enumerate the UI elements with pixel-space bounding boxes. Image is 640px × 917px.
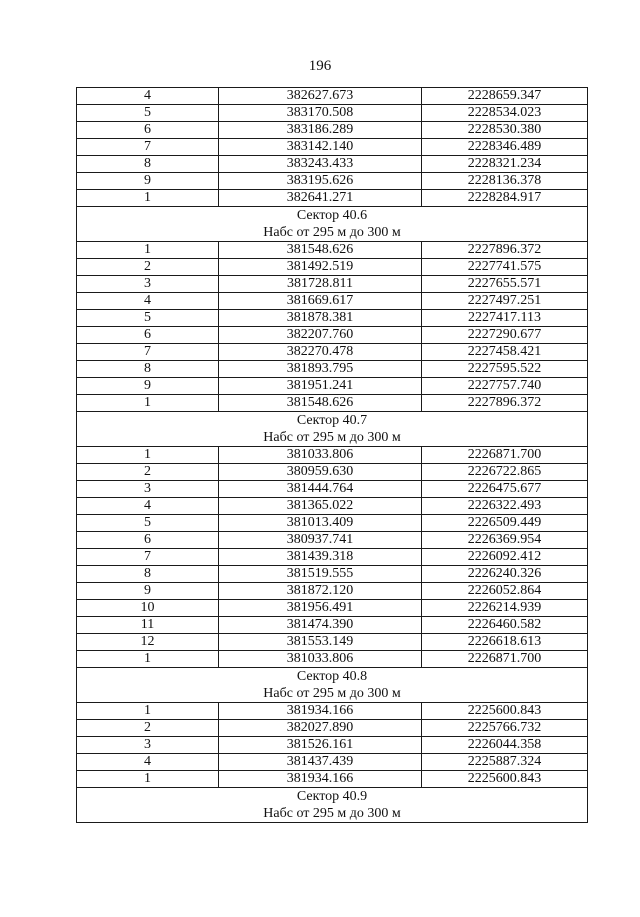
y-coordinate-cell: 2227655.571 — [422, 276, 588, 293]
x-coordinate-cell: 381492.519 — [219, 259, 422, 276]
x-coordinate-cell: 381444.764 — [219, 481, 422, 498]
x-coordinate-cell: 381437.439 — [219, 754, 422, 771]
point-number-cell: 2 — [77, 464, 219, 481]
coordinates-table-body — [77, 88, 588, 823]
x-coordinate-cell: 380959.630 — [219, 464, 422, 481]
point-number-cell: 2 — [77, 259, 219, 276]
table-row — [77, 703, 588, 720]
y-coordinate-cell: 2226509.449 — [422, 515, 588, 532]
table-row — [77, 566, 588, 583]
table-row — [77, 88, 588, 105]
point-number-cell: 3 — [77, 737, 219, 754]
x-coordinate-cell: 382207.760 — [219, 327, 422, 344]
table-row — [77, 464, 588, 481]
table-row — [77, 242, 588, 259]
y-coordinate-cell: 2226460.582 — [422, 617, 588, 634]
y-coordinate-cell: 2225600.843 — [422, 771, 588, 788]
y-coordinate-cell: 2228284.917 — [422, 190, 588, 207]
point-number-cell: 3 — [77, 481, 219, 498]
sector-header-row — [77, 412, 588, 430]
table-row — [77, 771, 588, 788]
x-coordinate-cell: 383142.140 — [219, 139, 422, 156]
y-coordinate-cell: 2227757.740 — [422, 378, 588, 395]
y-coordinate-cell: 2226871.700 — [422, 651, 588, 668]
x-coordinate-cell: 381728.811 — [219, 276, 422, 293]
x-coordinate-cell: 382627.673 — [219, 88, 422, 105]
x-coordinate-cell: 381474.390 — [219, 617, 422, 634]
point-number-cell: 7 — [77, 549, 219, 566]
x-coordinate-cell: 383195.626 — [219, 173, 422, 190]
point-number-cell: 7 — [77, 139, 219, 156]
point-number-cell: 6 — [77, 532, 219, 549]
x-coordinate-cell: 381934.166 — [219, 771, 422, 788]
x-coordinate-cell: 381553.149 — [219, 634, 422, 651]
y-coordinate-cell: 2225766.732 — [422, 720, 588, 737]
table-row — [77, 532, 588, 549]
x-coordinate-cell: 381439.318 — [219, 549, 422, 566]
y-coordinate-cell: 2227896.372 — [422, 395, 588, 412]
y-coordinate-cell: 2226369.954 — [422, 532, 588, 549]
x-coordinate-cell: 381872.120 — [219, 583, 422, 600]
point-number-cell: 8 — [77, 566, 219, 583]
table-row — [77, 498, 588, 515]
x-coordinate-cell: 381526.161 — [219, 737, 422, 754]
table-row — [77, 720, 588, 737]
sector-height-range: Набс от 295 м до 300 м — [77, 805, 588, 823]
sector-title: Сектор 40.8 — [77, 668, 588, 686]
y-coordinate-cell: 2227896.372 — [422, 242, 588, 259]
y-coordinate-cell: 2226044.358 — [422, 737, 588, 754]
table-row — [77, 737, 588, 754]
point-number-cell: 8 — [77, 156, 219, 173]
table-row — [77, 651, 588, 668]
point-number-cell: 4 — [77, 498, 219, 515]
point-number-cell: 6 — [77, 122, 219, 139]
table-row — [77, 327, 588, 344]
table-row — [77, 583, 588, 600]
point-number-cell: 3 — [77, 276, 219, 293]
point-number-cell: 10 — [77, 600, 219, 617]
table-row — [77, 515, 588, 532]
sector-header-row — [77, 788, 588, 806]
coordinates-table — [76, 87, 588, 823]
y-coordinate-cell: 2226092.412 — [422, 549, 588, 566]
y-coordinate-cell: 2227595.522 — [422, 361, 588, 378]
table-row — [77, 310, 588, 327]
point-number-cell: 2 — [77, 720, 219, 737]
point-number-cell: 8 — [77, 361, 219, 378]
x-coordinate-cell: 382641.271 — [219, 190, 422, 207]
y-coordinate-cell: 2225887.324 — [422, 754, 588, 771]
sector-height-row — [77, 224, 588, 242]
x-coordinate-cell: 381013.409 — [219, 515, 422, 532]
y-coordinate-cell: 2227497.251 — [422, 293, 588, 310]
x-coordinate-cell: 381878.381 — [219, 310, 422, 327]
table-row — [77, 190, 588, 207]
x-coordinate-cell: 381548.626 — [219, 395, 422, 412]
x-coordinate-cell: 382270.478 — [219, 344, 422, 361]
sector-height-range: Набс от 295 м до 300 м — [77, 685, 588, 703]
sector-title: Сектор 40.9 — [77, 788, 588, 806]
table-row — [77, 276, 588, 293]
table-row — [77, 395, 588, 412]
y-coordinate-cell: 2226214.939 — [422, 600, 588, 617]
y-coordinate-cell: 2226722.865 — [422, 464, 588, 481]
table-row — [77, 139, 588, 156]
table-row — [77, 481, 588, 498]
x-coordinate-cell: 381669.617 — [219, 293, 422, 310]
table-row — [77, 173, 588, 190]
table-row — [77, 156, 588, 173]
x-coordinate-cell: 380937.741 — [219, 532, 422, 549]
table-row — [77, 361, 588, 378]
sector-title: Сектор 40.7 — [77, 412, 588, 430]
y-coordinate-cell: 2226052.864 — [422, 583, 588, 600]
point-number-cell: 1 — [77, 651, 219, 668]
sector-header-row — [77, 207, 588, 225]
x-coordinate-cell: 381934.166 — [219, 703, 422, 720]
point-number-cell: 1 — [77, 771, 219, 788]
point-number-cell: 5 — [77, 105, 219, 122]
point-number-cell: 9 — [77, 173, 219, 190]
point-number-cell: 1 — [77, 190, 219, 207]
x-coordinate-cell: 381519.555 — [219, 566, 422, 583]
x-coordinate-cell: 382027.890 — [219, 720, 422, 737]
x-coordinate-cell: 381033.806 — [219, 651, 422, 668]
y-coordinate-cell: 2226322.493 — [422, 498, 588, 515]
sector-height-range: Набс от 295 м до 300 м — [77, 429, 588, 447]
y-coordinate-cell: 2227458.421 — [422, 344, 588, 361]
table-row — [77, 378, 588, 395]
table-row — [77, 259, 588, 276]
point-number-cell: 4 — [77, 88, 219, 105]
x-coordinate-cell: 381033.806 — [219, 447, 422, 464]
point-number-cell: 9 — [77, 583, 219, 600]
point-number-cell: 9 — [77, 378, 219, 395]
y-coordinate-cell: 2226475.677 — [422, 481, 588, 498]
x-coordinate-cell: 383243.433 — [219, 156, 422, 173]
y-coordinate-cell: 2228530.380 — [422, 122, 588, 139]
table-row — [77, 105, 588, 122]
y-coordinate-cell: 2227290.677 — [422, 327, 588, 344]
point-number-cell: 12 — [77, 634, 219, 651]
y-coordinate-cell: 2226871.700 — [422, 447, 588, 464]
point-number-cell: 5 — [77, 310, 219, 327]
table-row — [77, 447, 588, 464]
sector-header-row — [77, 668, 588, 686]
point-number-cell: 1 — [77, 703, 219, 720]
y-coordinate-cell: 2226618.613 — [422, 634, 588, 651]
point-number-cell: 1 — [77, 242, 219, 259]
y-coordinate-cell: 2227741.575 — [422, 259, 588, 276]
y-coordinate-cell: 2228346.489 — [422, 139, 588, 156]
point-number-cell: 1 — [77, 395, 219, 412]
point-number-cell: 7 — [77, 344, 219, 361]
point-number-cell: 1 — [77, 447, 219, 464]
y-coordinate-cell: 2227417.113 — [422, 310, 588, 327]
x-coordinate-cell: 381951.241 — [219, 378, 422, 395]
sector-height-row — [77, 429, 588, 447]
y-coordinate-cell: 2228321.234 — [422, 156, 588, 173]
table-row — [77, 344, 588, 361]
x-coordinate-cell: 383170.508 — [219, 105, 422, 122]
sector-height-row — [77, 685, 588, 703]
y-coordinate-cell: 2226240.326 — [422, 566, 588, 583]
point-number-cell: 6 — [77, 327, 219, 344]
sector-height-row — [77, 805, 588, 823]
table-row — [77, 293, 588, 310]
y-coordinate-cell: 2228136.378 — [422, 173, 588, 190]
sector-height-range: Набс от 295 м до 300 м — [77, 224, 588, 242]
sector-title: Сектор 40.6 — [77, 207, 588, 225]
x-coordinate-cell: 381956.491 — [219, 600, 422, 617]
y-coordinate-cell: 2228534.023 — [422, 105, 588, 122]
table-row — [77, 617, 588, 634]
point-number-cell: 5 — [77, 515, 219, 532]
y-coordinate-cell: 2228659.347 — [422, 88, 588, 105]
x-coordinate-cell: 383186.289 — [219, 122, 422, 139]
table-row — [77, 549, 588, 566]
y-coordinate-cell: 2225600.843 — [422, 703, 588, 720]
page-number: 196 — [308, 58, 332, 74]
table-row — [77, 122, 588, 139]
point-number-cell: 4 — [77, 293, 219, 310]
point-number-cell: 4 — [77, 754, 219, 771]
x-coordinate-cell: 381893.795 — [219, 361, 422, 378]
point-number-cell: 11 — [77, 617, 219, 634]
x-coordinate-cell: 381365.022 — [219, 498, 422, 515]
table-row — [77, 754, 588, 771]
table-row — [77, 634, 588, 651]
x-coordinate-cell: 381548.626 — [219, 242, 422, 259]
table-row — [77, 600, 588, 617]
